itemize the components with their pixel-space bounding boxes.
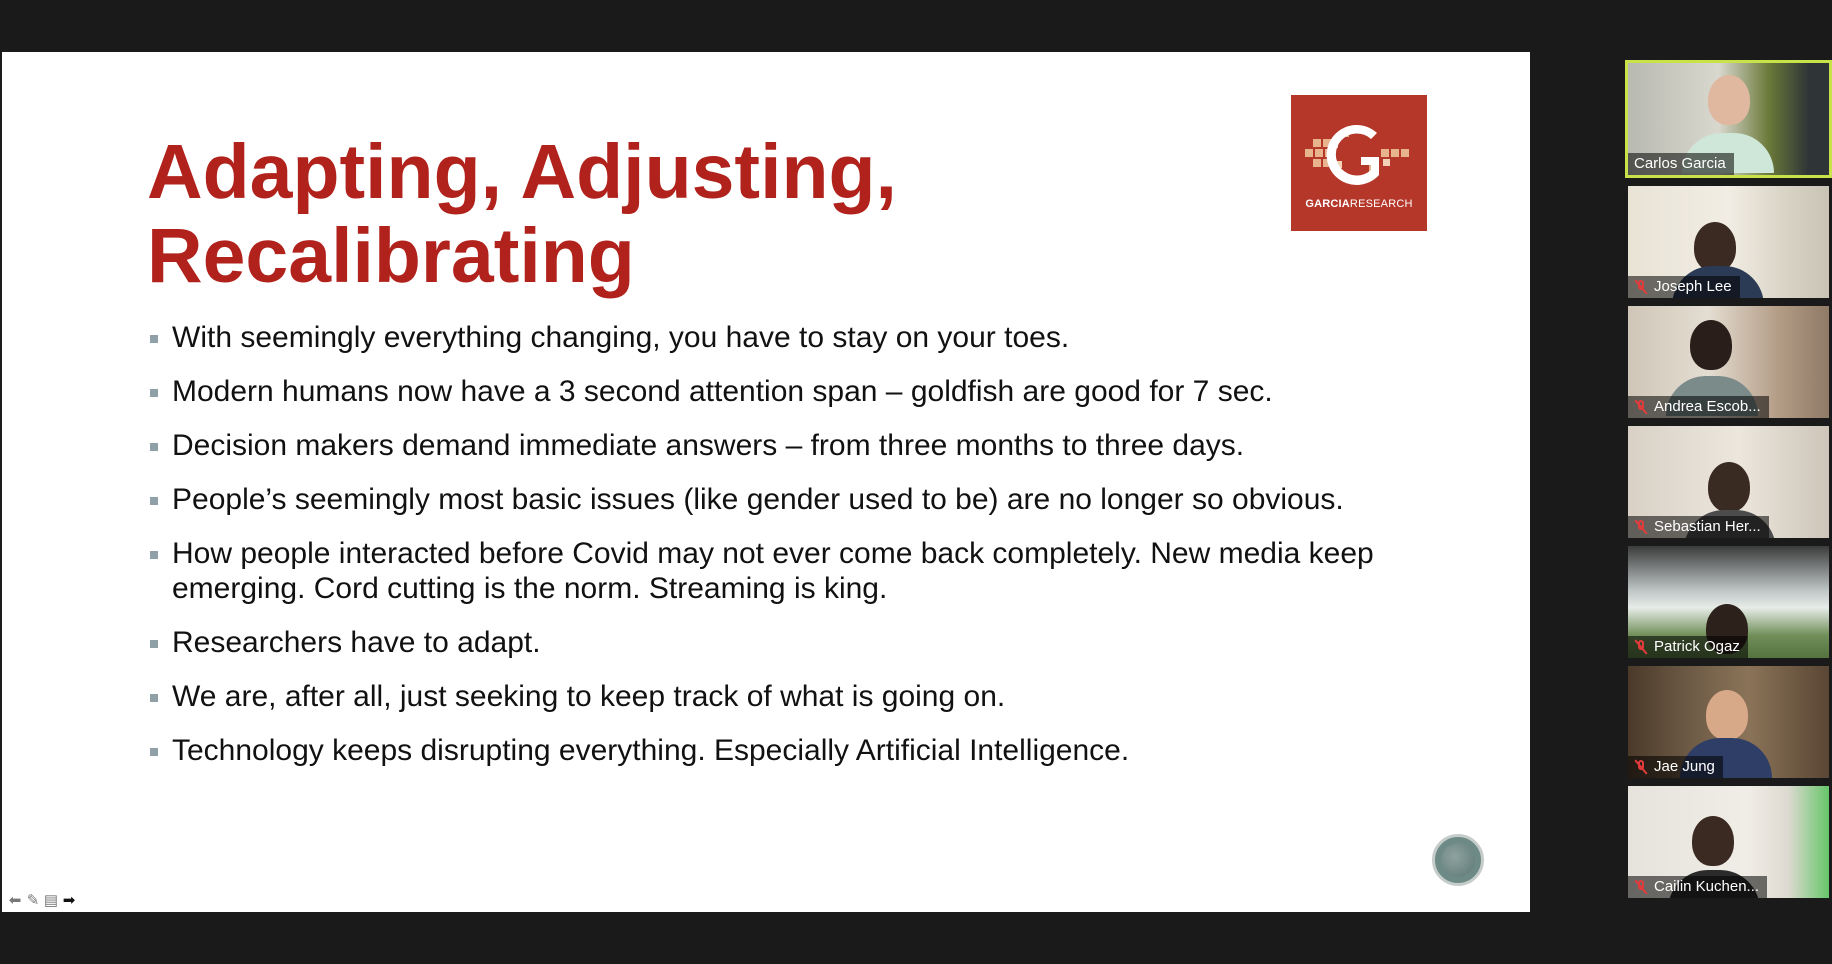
participant-name: Patrick Ogaz [1654,638,1740,655]
participant-tile[interactable] [1628,306,1829,418]
slide-title-line-2: Recalibrating [147,213,635,299]
participant-avatar [1708,462,1750,512]
participant-name: Andrea Escob... [1654,398,1761,415]
previous-icon[interactable]: ⬅ [8,892,22,909]
participant-name-tag [1628,756,1723,778]
participant-tile[interactable] [1628,63,1829,175]
participant-name: Carlos Garcia [1634,155,1726,172]
bullet-text: With seemingly everything changing, you have to stay on your toes. [172,321,1070,354]
muted-mic-icon [1634,399,1648,415]
bullet-text: Modern humans now have a 3 second attention span – goldfish are good for 7 sec. [172,375,1273,408]
participant-avatar [1706,690,1748,740]
pen-icon[interactable]: ✎ [26,892,40,909]
slide-title-line-1: Adapting, Adjusting, [147,129,897,215]
bullet-item [150,536,1390,606]
bullet-text: Researchers have to adapt. [172,626,541,659]
bullet-item [150,679,1390,714]
muted-mic-icon [1634,519,1648,535]
participant-tile[interactable] [1628,426,1829,538]
bullet-item [150,482,1390,517]
participant-name: Sebastian Her... [1654,518,1761,535]
slide-title [147,130,1247,298]
muted-mic-icon [1634,279,1648,295]
bullet-item [150,625,1390,660]
participant-name: Joseph Lee [1654,278,1732,295]
garcia-research-logo [1291,95,1427,231]
bullet-text: People’s seemingly most basic issues (like gender used to be) are no longer so obvious. [172,483,1344,516]
bullet-marker-icon [150,335,158,343]
bullet-text: Technology keeps disrupting everything. Especially Artificial Intelligence. [172,734,1130,767]
muted-mic-icon [1634,879,1648,895]
participant-avatar [1708,75,1750,125]
slide-toolbar [6,892,78,910]
bullet-text: We are, after all, just seeking to keep track of what is going on. [172,680,1006,713]
participant-name-tag [1628,876,1767,898]
logo-mark-icon [1291,95,1427,231]
participant-name-tag [1628,516,1769,538]
bullet-text: Decision makers demand immediate answers – from three months to three days. [172,429,1245,462]
bullet-marker-icon [150,497,158,505]
participant-name-tag [1628,276,1740,298]
logo-text: GARCIARESEARCH [1305,198,1413,210]
bullet-item [150,320,1390,355]
shared-slide [2,52,1530,912]
menu-icon[interactable]: ▤ [43,892,59,909]
participant-name: Cailin Kuchen... [1654,878,1760,895]
participant-avatar [1690,320,1732,370]
bullet-marker-icon [150,748,158,756]
participant-avatar [1692,816,1734,866]
bullet-marker-icon [150,443,158,451]
participant-tile[interactable] [1628,786,1829,898]
bullet-marker-icon [150,551,158,559]
bullet-marker-icon [150,389,158,397]
participant-tile[interactable] [1628,666,1829,778]
muted-mic-icon [1634,639,1648,655]
bullet-item [150,428,1390,463]
participant-name-tag [1628,396,1769,418]
muted-mic-icon [1634,759,1648,775]
participant-tile[interactable] [1628,186,1829,298]
participant-tile[interactable] [1628,546,1829,658]
bullet-item [150,733,1390,768]
bullet-list [150,320,1390,787]
bullet-marker-icon [150,640,158,648]
bullet-marker-icon [150,694,158,702]
participant-name-tag [1628,153,1734,175]
bullet-item [150,374,1390,409]
participant-name-tag [1628,636,1748,658]
slide-nav-button[interactable] [1432,834,1484,886]
bullet-text: How people interacted before Covid may not ever come back completely. New media keep emerging. Cord cutting is the norm. Streaming is king. [172,537,1374,605]
participant-avatar [1694,222,1736,272]
next-icon[interactable]: ➡ [62,892,76,909]
participant-name: Jae Jung [1654,758,1715,775]
